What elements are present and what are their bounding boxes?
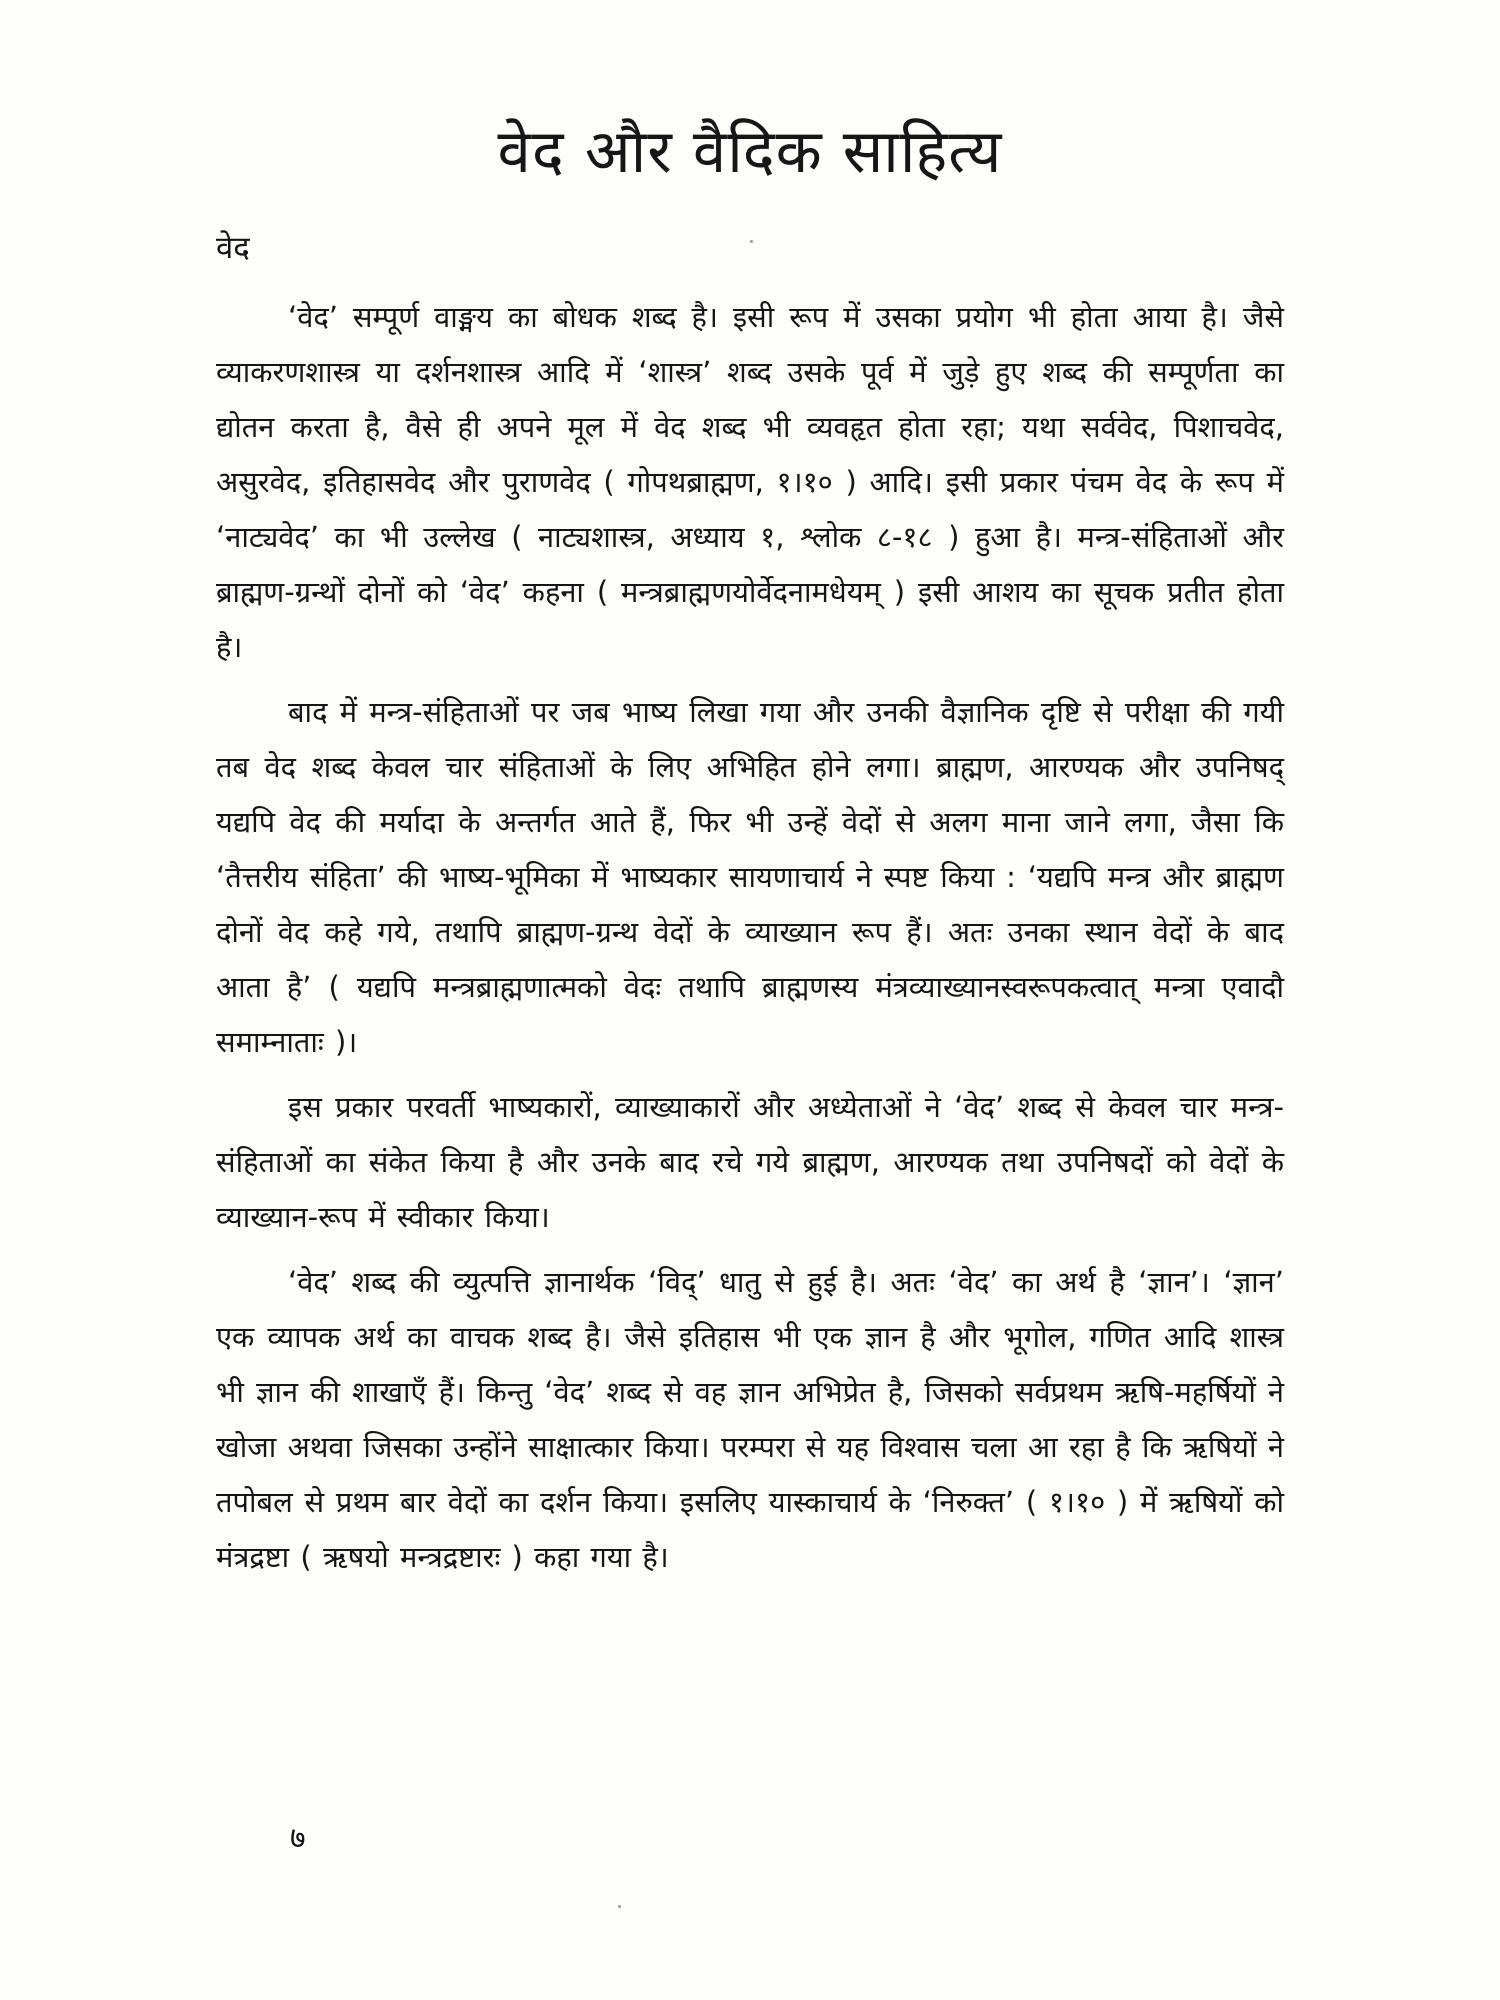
paragraph-1: ‘वेद’ सम्पूर्ण वाङ्मय का बोधक शब्द है। इसी रूप में उसका प्रयोग भी होता आया है। जैसे व्याकरणशास्त्र या दर्शनशास्त्र आदि में ‘शास्त्र’ शब्द उसके पूर्व में जुड़े हुए शब्द की सम्पूर्णता का द्योतन करता है, वैसे ही अपने मूल में वेद शब्द भी व्यवहृत होता रहा; यथा सर्ववेद, पिशाचवेद, असुरवेद, इतिहासवेद और पुराणवेद ( गोपथब्राह्मण, १।१० ) आदि। इसी प्रकार पंचम वेद के रूप में ‘नाट्यवेद’ का भी उल्लेख ( नाट्यशास्त्र, अध्याय १, श्लोक ८-१८ ) हुआ है। मन्त्र-संहिताओं और ब्राह्मण-ग्रन्थों दोनों को ‘वेद’ कहना ( मन्त्रब्राह्मणयोर्वेदनामधेयम् ) इसी आशय का सूचक प्रतीत होता है।	[216, 300, 1284, 664]
paper-speck	[618, 1905, 621, 1908]
page-title: वेद और वैदिक साहित्य	[497, 117, 1003, 187]
paragraph-2: बाद में मन्त्र-संहिताओं पर जब भाष्य लिखा गया और उनकी वैज्ञानिक दृष्टि से परीक्षा की गयी तब वेद शब्द केवल चार संहिताओं के लिए अभिहित होने लगा। ब्राह्मण, आरण्यक और उपनिषद् यद्यपि वेद की मर्यादा के अन्तर्गत आते हैं, फिर भी उन्हें वेदों से अलग माना जाने लगा, जैसा कि ‘तैत्तरीय संहिता’ की भाष्य-भूमिका में भाष्यकार सायणाचार्य ने स्पष्ट किया : ‘यद्यपि मन्त्र और ब्राह्मण दोनों वेद कहे गये, तथापि ब्राह्मण-ग्रन्थ वेदों के व्याख्यान रूप हैं। अतः उनका स्थान वेदों के बाद आता है’ ( यद्यपि मन्त्रब्राह्मणात्मको वेदः तथापि ब्राह्मणस्य मंत्रव्याख्यानस्वरूपकत्वात् मन्त्रा एवादौ समाम्नाताः )।	[216, 695, 1284, 1059]
paragraph-4: ‘वेद’ शब्द की व्युत्पत्ति ज्ञानार्थक ‘विद्’ धातु से हुई है। अतः ‘वेद’ का अर्थ है ‘ज्ञान’। ‘ज्ञान’ एक व्यापक अर्थ का वाचक शब्द है। जैसे इतिहास भी एक ज्ञान है और भूगोल, गणित आदि शास्त्र भी ज्ञान की शाखाएँ हैं। किन्तु ‘वेद’ शब्द से वह ज्ञान अभिप्रेत है, जिसको सर्वप्रथम ऋषि-महर्षियों ने खोजा अथवा जिसका उन्होंने साक्षात्कार किया। परम्परा से यह विश्वास चला आ रहा है कि ऋषियों ने तपोबल से प्रथम बार वेदों का दर्शन किया। इसलिए यास्काचार्य के ‘निरुक्त’ ( १।१० ) में ऋषियों को मंत्रद्रष्टा ( ऋषयो मन्त्रद्रष्टारः ) कहा गया है।	[216, 1265, 1284, 1574]
paper-speck	[750, 240, 753, 243]
body-text	[216, 290, 1284, 1595]
section-heading: वेद	[216, 230, 250, 266]
page-number: ७	[290, 1821, 306, 1856]
paragraph-3: इस प्रकार परवर्ती भाष्यकारों, व्याख्याकारों और अध्येताओं ने ‘वेद’ शब्द से केवल चार मन्त्र-संहिताओं का संकेत किया है और उनके बाद रचे गये ब्राह्मण, आरण्यक तथा उपनिषदों को वेदों के व्याख्यान-रूप में स्वीकार किया।	[216, 1090, 1284, 1234]
